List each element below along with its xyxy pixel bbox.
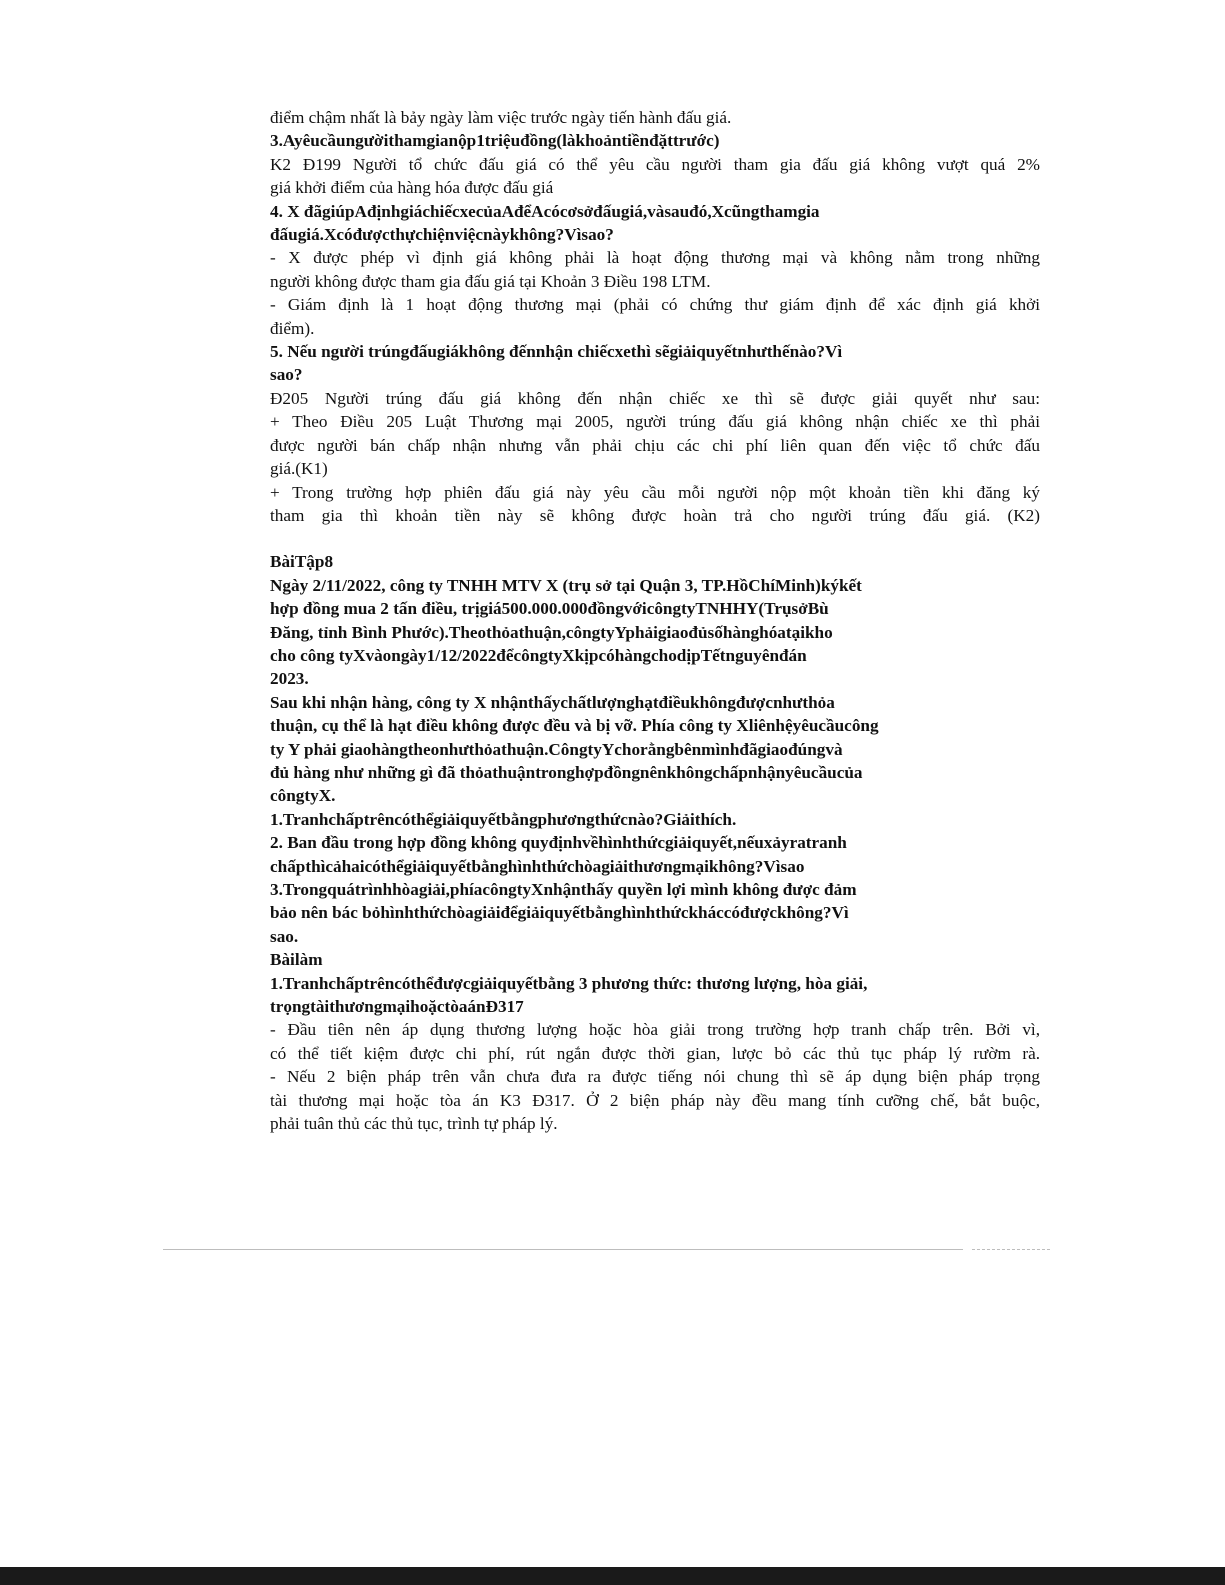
text-line: + Trong trường hợp phiên đấu giá này yêu cầu mỗi người nộp một khoản tiền khi đăng ký [270,482,1040,502]
text-line: giá khởi điểm của hàng hóa được đấu giá [270,178,554,198]
heading-line: Sau khi nhận hàng, công ty X nhậnthấychấtlượnghạtđiềukhôngđượcnhưthỏa [270,692,835,712]
text-line: + Theo Điều 205 Luật Thương mại 2005, người trúng đấu giá không nhận chiếc xe thì phải [270,412,1040,432]
heading-line: Bàilàm [270,950,323,970]
heading-line: 3.Ayêucầungườithamgianộp1triệuđồng(làkhoảntiềnđặttrước) [270,131,720,151]
heading-line: 5. Nếu người trúngđấugiákhông đếnnhận chiếcxethì sẽgiảiquyếtnhưthếnào?Vì [270,342,843,362]
text-line: - Đầu tiên nên áp dụng thương lượng hoặc hòa giải trong trường hợp tranh chấp trên. Bởi vì, [270,1020,1040,1040]
heading-line: 1.Tranhchấptrêncóthểđượcgiảiquyếtbằng 3 phương thức: thương lượng, hòa giải, [270,973,868,993]
text-line: điểm chậm nhất là bảy ngày làm việc trước ngày tiến hành đấu giá. [270,108,732,127]
text-line: Đ205 Người trúng đấu giá không đến nhận chiếc xe thì sẽ được giải quyết như sau: [270,388,1040,408]
heading-line: 1.Tranhchấptrêncóthểgiảiquyếtbằngphươngthứcnào?Giảithích. [270,809,737,829]
heading-line: Ngày 2/11/2022, công ty TNHH MTV X (trụ sở tại Quận 3, TP.HồChíMinh)kýkết [270,575,862,595]
heading-line: côngtyX. [270,786,336,806]
document-body [270,106,1040,1135]
text-line: tài thương mại hoặc tòa án K3 Đ317. Ở 2 biện pháp này đều mang tính cưỡng chế, bắt buộc, [270,1090,1040,1110]
footer-divider-dashed [972,1249,1050,1250]
text-line: K2 Đ199 Người tổ chức đấu giá có thể yêu cầu người tham gia đấu giá không vượt quá 2% [270,154,1040,174]
blank-line [270,527,1040,550]
footer-divider [163,1249,963,1250]
page-bottom-edge [0,1567,1225,1585]
text-line: tham gia thì khoản tiền này sẽ không được hoàn trả cho người trúng đấu giá. (K2) [270,505,1040,525]
text-line: - Giám định là 1 hoạt động thương mại (phải có chứng thư giám định để xác định giá khởi [270,295,1040,315]
text-line: được người bán chấp nhận nhưng vẫn phải chịu các chi phí liên quan đến việc tổ chức đấu [270,435,1040,455]
text-line: điểm). [270,318,315,338]
text-line: giá.(K1) [270,459,328,479]
heading-line: Đăng, tỉnh Bình Phước).Theothỏathuận,côngtyYphảigiaođủsốhànghóatạikho [270,622,833,642]
text-line: có thể tiết kiệm được chi phí, rút ngắn được thời gian, lược bỏ các thủ tục pháp lý rườm rà. [270,1043,1040,1063]
text-line: người không được tham gia đấu giá tại Khoản 3 Điều 198 LTM. [270,271,711,291]
heading-line: 2023. [270,669,309,689]
heading-line: 2. Ban đầu trong hợp đồng không quyđịnhvềhìnhthứcgiảiquyết,nếuxảyratranh [270,833,847,853]
heading-line: cho công tyXvàongày1/12/2022đểcôngtyXkịpcóhàngchodịpTếtnguyênđán [270,645,807,665]
heading-line: sao? [270,365,303,385]
heading-line: chấpthìcảhaicóthểgiảiquyếtbằnghìnhthứchòagiảithươngmạikhông?Vìsao [270,856,805,876]
heading-line: 3.Trongquátrìnhhòagiải,phíacôngtyXnhậnthấy quyền lợi mình không được đảm [270,880,857,899]
heading-line: bảo nên bác bỏhìnhthứchòagiảiđểgiảiquyếtbằnghìnhthứckháccóđượckhông?Vì [270,903,849,923]
heading-line: BàiTập8 [270,552,334,572]
text-line: - Nếu 2 biện pháp trên vẫn chưa đưa ra được tiếng nói chung thì sẽ áp dụng biện pháp trọng [270,1067,1040,1087]
heading-line: đấugiá.Xcóđượcthựchiệnviệcnàykhông?Vìsao? [270,225,614,245]
heading-line: sao. [270,926,299,946]
heading-line: trọngtàithươngmạihoặctòaánĐ317 [270,997,524,1017]
text-line: phải tuân thủ các thủ tục, trình tự pháp lý. [270,1114,558,1134]
heading-line: thuận, cụ thể là hạt điều không được đều và bị vỡ. Phía công ty Xliênhệyêucầucông [270,716,879,736]
heading-line: hợp đồng mua 2 tấn điều, trịgiá500.000.000đồngvớicôngtyTNHHY(TrụsởBù [270,599,829,619]
heading-line: 4. X đãgiúpAđịnhgiáchiếcxecủaAđểAcócơsởđấugiá,vàsauđó,Xcũngthamgia [270,201,820,221]
heading-line: đủ hàng như những gì đã thỏathuậntronghợpđồngnênkhôngchấpnhậnyêucầucủa [270,762,863,782]
text-line: - X được phép vì định giá không phải là hoạt động thương mại và không nằm trong những [270,248,1040,268]
heading-line: ty Y phải giaohàngtheonhưthỏathuận.CôngtyYchorằngbênmìnhđãgiaođúngvà [270,739,843,759]
